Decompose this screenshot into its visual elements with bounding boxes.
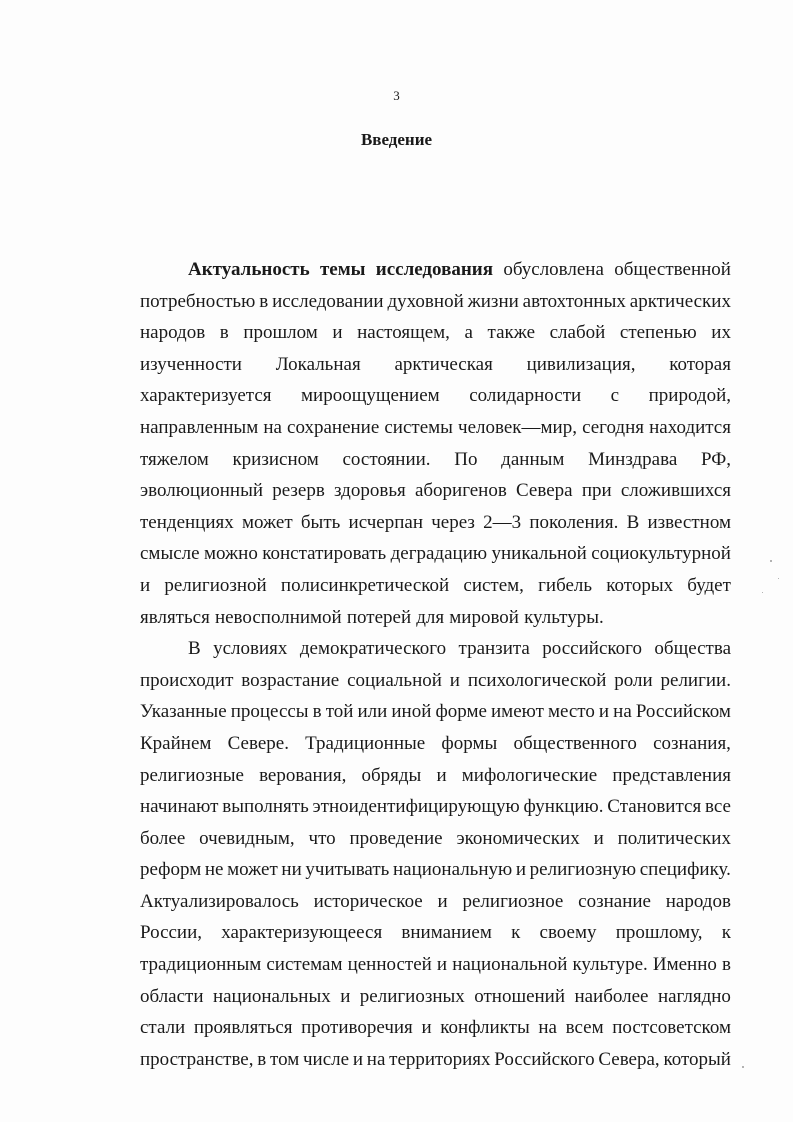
text-line — [140, 475, 731, 507]
word: Актуализировалось — [140, 890, 299, 912]
text-line — [140, 981, 731, 1013]
word: сохранение — [287, 416, 380, 438]
word: данным — [501, 448, 565, 470]
text-line — [140, 949, 731, 981]
word: поколения. — [529, 511, 619, 533]
word: наглядно — [657, 985, 731, 1007]
word: невосполнимой — [214, 606, 342, 628]
word: форме — [435, 701, 487, 723]
word: религии. — [660, 669, 731, 691]
word: наиболее — [574, 985, 649, 1007]
word: и — [340, 985, 351, 1007]
word: в — [219, 322, 229, 344]
word: место — [547, 701, 595, 723]
word: условиях — [213, 638, 288, 660]
word: и — [598, 701, 610, 723]
word: темы — [319, 259, 366, 280]
word: Севера — [516, 480, 573, 502]
word: на — [613, 701, 632, 723]
word: гибель — [538, 574, 593, 596]
text-line — [140, 1044, 731, 1076]
word: возрастание — [241, 669, 340, 691]
word: культуре. — [572, 954, 648, 976]
word: народов — [665, 890, 731, 912]
word: автохтонных — [522, 290, 626, 312]
text-line — [140, 854, 731, 886]
word: тенденциях — [140, 511, 234, 533]
word: политических — [617, 827, 731, 849]
word: религиозное — [462, 890, 564, 912]
word: исследовании — [272, 290, 384, 312]
paragraph — [140, 254, 731, 633]
word: которая — [669, 353, 731, 375]
text-line — [140, 886, 731, 918]
word: характеризующееся — [221, 922, 383, 944]
word: очевидным, — [199, 827, 295, 849]
word: исчерпан — [348, 511, 424, 533]
body-text — [140, 254, 731, 1075]
word: Указанные — [140, 701, 227, 723]
word: национальной — [452, 954, 568, 976]
word: проведение — [349, 827, 443, 849]
word: систем, — [463, 574, 524, 596]
word: российского — [542, 638, 642, 660]
word: историческое — [313, 890, 423, 912]
word: всем — [565, 1017, 604, 1039]
text-line — [140, 602, 731, 634]
word: арктических — [629, 290, 731, 312]
word: слабой — [549, 322, 606, 344]
word: Минздрава — [588, 448, 678, 470]
word: солидарности — [469, 385, 582, 407]
text-line — [140, 633, 731, 665]
word: и — [352, 1048, 364, 1070]
word: полисинкретической — [280, 574, 450, 596]
word: и — [332, 322, 343, 344]
word: проявляться — [193, 1017, 293, 1039]
word: на — [263, 416, 282, 438]
word: иной — [391, 701, 432, 723]
text-line — [140, 823, 731, 855]
page-number: 3 — [393, 88, 400, 103]
word: исследования — [375, 259, 494, 280]
word: отношений — [474, 985, 566, 1007]
word: своему — [539, 922, 597, 944]
word: противоречия — [301, 1017, 413, 1039]
word: изученности — [140, 353, 242, 375]
text-line — [140, 538, 731, 570]
word: а — [464, 322, 473, 344]
word: общественного — [513, 732, 637, 754]
word: системам — [266, 954, 343, 976]
word: более — [140, 827, 186, 849]
word: Именно — [652, 954, 717, 976]
text-line — [140, 412, 731, 444]
word: Крайнем — [140, 732, 212, 754]
word: состоянии. — [342, 448, 431, 470]
word: кризисном — [232, 448, 319, 470]
word: цивилизация, — [526, 353, 636, 375]
word: можно — [203, 543, 258, 565]
word: мифологические — [461, 764, 598, 786]
word: национальную — [392, 859, 513, 881]
word: человек—мир, — [458, 416, 577, 438]
word: обряды — [361, 764, 422, 786]
word: постсоветском — [612, 1017, 731, 1039]
word: что — [308, 827, 336, 849]
word: в — [259, 290, 269, 312]
word: здоровья — [334, 480, 406, 502]
text-line — [140, 760, 731, 792]
word: и — [421, 1017, 432, 1039]
word: потребностью — [140, 290, 256, 312]
word: деградацию — [390, 543, 488, 565]
scan-speck — [742, 1066, 744, 1068]
word: их — [711, 322, 731, 344]
word: в — [257, 1048, 267, 1070]
word: социокультурной — [591, 543, 731, 565]
word: роли — [614, 669, 653, 691]
text-line — [140, 380, 731, 412]
word: традиционным — [140, 954, 262, 976]
word: общественной — [614, 259, 731, 280]
word: вниманием — [401, 922, 492, 944]
word: направленным — [140, 416, 259, 438]
word: в — [721, 954, 731, 976]
word: реформ — [140, 859, 202, 881]
word: выполнять — [222, 796, 309, 818]
text-line — [140, 507, 731, 539]
word: которых — [606, 574, 674, 596]
word: Актуальность — [188, 259, 310, 280]
word: сложившихся — [620, 480, 731, 502]
word: области — [140, 985, 204, 1007]
word: функцию. — [523, 796, 604, 818]
word: пространстве, — [140, 1048, 254, 1070]
word: при — [581, 480, 612, 502]
word: через — [431, 511, 475, 533]
word: транзита — [458, 638, 530, 660]
word: известном — [647, 511, 731, 533]
word: может — [241, 511, 293, 533]
text-line — [140, 349, 731, 381]
word: Становится — [607, 796, 702, 818]
word: сознания, — [653, 732, 731, 754]
word: 2—3 — [483, 511, 522, 533]
word: По — [454, 448, 478, 470]
word: в — [312, 701, 322, 723]
text-line — [140, 444, 731, 476]
text-line — [140, 791, 731, 823]
word: демократического — [299, 638, 447, 660]
text-line — [140, 728, 731, 760]
word: будет — [687, 574, 731, 596]
word: констатировать — [262, 543, 387, 565]
word: Российском — [635, 701, 731, 723]
text-line — [140, 917, 731, 949]
word: прошлом — [243, 322, 318, 344]
word: конфликты — [440, 1017, 530, 1039]
word: природой, — [648, 385, 731, 407]
word: уникальной — [491, 543, 587, 565]
scan-speck — [770, 560, 772, 562]
word: степенью — [619, 322, 697, 344]
word: характеризуется — [140, 385, 272, 407]
word: процессы — [230, 701, 309, 723]
word: психологической — [467, 669, 607, 691]
word: учитывать — [305, 859, 390, 881]
word: имеют — [491, 701, 544, 723]
word: мировой — [449, 606, 519, 628]
word: может — [227, 859, 278, 881]
word: эволюционный — [140, 480, 264, 502]
word: системы — [384, 416, 453, 438]
word: все — [704, 796, 731, 818]
word: смысле — [140, 543, 200, 565]
word: и — [436, 764, 447, 786]
word: общества — [654, 638, 731, 660]
word: на — [366, 1048, 386, 1070]
word: который — [663, 1048, 731, 1070]
word: религиозной — [164, 574, 267, 596]
word: числе — [303, 1048, 350, 1070]
word: начинают — [140, 796, 219, 818]
word: резерв — [272, 480, 325, 502]
text-line — [140, 286, 731, 318]
word: и — [140, 574, 151, 596]
word: с — [610, 385, 620, 407]
word: экономических — [456, 827, 580, 849]
text-line — [140, 665, 731, 697]
word: ни — [281, 859, 302, 881]
word: этноидентифицирующую — [312, 796, 520, 818]
text-line — [140, 1012, 731, 1044]
word: Традиционные — [305, 732, 426, 754]
word: сегодня — [582, 416, 645, 438]
word: том — [270, 1048, 300, 1070]
word: той — [325, 701, 354, 723]
word: арктическая — [394, 353, 493, 375]
word: религиозную — [529, 859, 637, 881]
word: территориях — [389, 1048, 491, 1070]
section-heading: Введение — [360, 130, 433, 149]
word: происходит — [140, 669, 234, 691]
word: В — [188, 638, 201, 660]
word: также — [487, 322, 536, 344]
text-line — [140, 570, 731, 602]
word: России, — [140, 922, 203, 944]
word: и — [515, 859, 527, 881]
word: настоящем, — [357, 322, 450, 344]
word: ценностей — [347, 954, 432, 976]
word: быть — [300, 511, 341, 533]
text-line — [140, 696, 731, 728]
word: являться — [140, 606, 210, 628]
word: Российского — [494, 1048, 595, 1070]
word: находится — [649, 416, 731, 438]
word: и — [593, 827, 604, 849]
word: специфику. — [639, 859, 731, 881]
word: религиозные — [140, 764, 244, 786]
word: формы — [441, 732, 498, 754]
word: на — [538, 1017, 557, 1039]
word: и — [437, 890, 448, 912]
word: обусловлена — [503, 259, 604, 280]
word: тяжелом — [140, 448, 209, 470]
paragraph — [140, 633, 731, 1075]
word: стали — [140, 1017, 186, 1039]
word: религиозных — [359, 985, 465, 1007]
word: национальных — [212, 985, 331, 1007]
word: к — [511, 922, 521, 944]
word: или — [357, 701, 388, 723]
word: Севере. — [227, 732, 289, 754]
word: культуры. — [524, 606, 604, 628]
word: к — [721, 922, 731, 944]
word: Локальная — [275, 353, 361, 375]
word: духовной — [387, 290, 464, 312]
word: мироощущением — [301, 385, 440, 407]
word: В — [626, 511, 640, 533]
word: аборигенов — [414, 480, 507, 502]
word: Севера, — [598, 1048, 660, 1070]
word: и — [436, 954, 448, 976]
word: народов — [140, 322, 206, 344]
scan-speck — [778, 578, 779, 579]
word: прошлому, — [615, 922, 703, 944]
word: представления — [612, 764, 731, 786]
word: не — [204, 859, 224, 881]
word: РФ, — [700, 448, 731, 470]
text-line — [140, 317, 731, 349]
word: верования, — [259, 764, 347, 786]
word: жизни — [467, 290, 519, 312]
word: потерей — [346, 606, 412, 628]
word: и — [449, 669, 460, 691]
scan-speck — [762, 592, 763, 593]
word: социальной — [347, 669, 442, 691]
word: для — [416, 606, 445, 628]
text-line — [140, 254, 731, 286]
word: сознание — [578, 890, 651, 912]
